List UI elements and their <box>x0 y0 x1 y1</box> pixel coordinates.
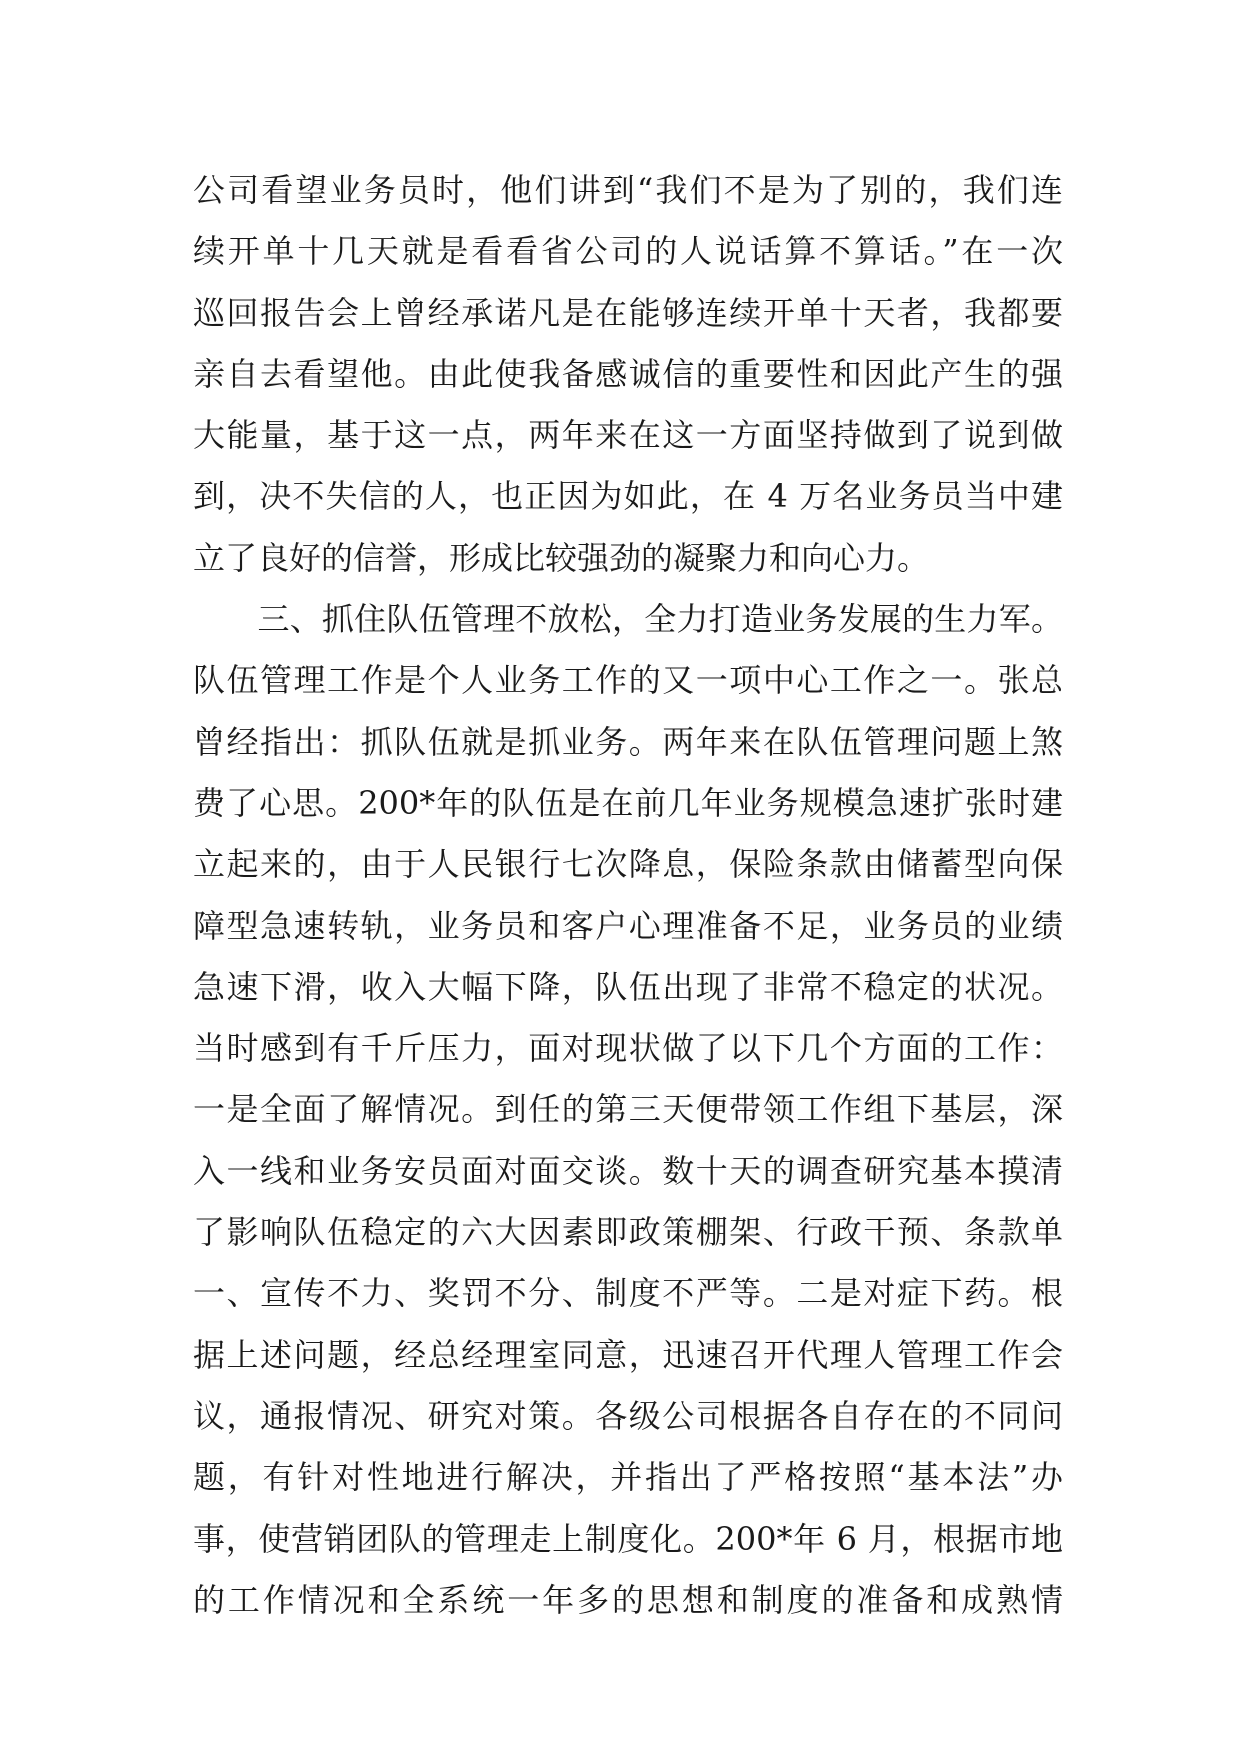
text-line: 一、宣传不力、奖罚不分、制度不严等。二是对症下药。根 <box>193 1274 1063 1313</box>
text-line: 当时感到有千斤压力，面对现状做了以下几个方面的工作： <box>193 1029 1063 1068</box>
text-line: 入一线和业务安员面对面交谈。数十天的调查研究基本摸清 <box>193 1151 1063 1190</box>
document-body <box>193 160 1063 1631</box>
text-line: 事，使营销团队的管理走上制度化。200*年 6 月，根据市地 <box>193 1519 1063 1558</box>
text-line: 立了良好的信誉，形成比较强劲的凝聚力和向心力。 <box>193 538 930 577</box>
text-line: 曾经指出：抓队伍就是抓业务。两年来在队伍管理问题上煞 <box>193 722 1063 761</box>
text-line: 亲自去看望他。由此使我备感诚信的重要性和因此产生的强 <box>193 354 1063 393</box>
section-heading-line: 三、抓住队伍管理不放松，全力打造业务发展的生力军。 <box>193 600 1063 639</box>
text-line: 的工作情况和全系统一年多的思想和制度的准备和成熟情 <box>193 1580 1063 1619</box>
text-line: 障型急速转轨，业务员和客户心理准备不足，业务员的业绩 <box>193 906 1063 945</box>
text-line: 一是全面了解情况。到任的第三天便带领工作组下基层，深 <box>193 1090 1063 1129</box>
text-line: 了影响队伍稳定的六大因素即政策棚架、行政干预、条款单 <box>193 1213 1063 1252</box>
text-line: 到，决不失信的人，也正因为如此，在 4 万名业务员当中建 <box>193 477 1063 516</box>
text-line: 急速下滑，收入大幅下降，队伍出现了非常不稳定的状况。 <box>193 967 1063 1006</box>
text-line: 大能量，基于这一点，两年来在这一方面坚持做到了说到做 <box>193 416 1063 455</box>
text-line: 议，通报情况、研究对策。各级公司根据各自存在的不同问 <box>193 1396 1063 1435</box>
text-line: 续开单十几天就是看看省公司的人说话算不算话。”在一次 <box>193 232 1063 271</box>
text-line: 据上述问题，经总经理室同意，迅速召开代理人管理工作会 <box>193 1335 1063 1374</box>
text-line: 巡回报告会上曾经承诺凡是在能够连续开单十天者，我都要 <box>193 293 1063 332</box>
text-line: 题，有针对性地进行解决，并指出了严格按照“基本法”办 <box>193 1458 1063 1497</box>
text-line: 立起来的，由于人民银行七次降息，保险条款由储蓄型向保 <box>193 845 1063 884</box>
text-line: 队伍管理工作是个人业务工作的又一项中心工作之一。张总 <box>193 661 1063 700</box>
text-line: 费了心思。200*年的队伍是在前几年业务规模急速扩张时建 <box>193 783 1063 822</box>
text-line: 公司看望业务员时，他们讲到“我们不是为了别的，我们连 <box>193 171 1063 209</box>
